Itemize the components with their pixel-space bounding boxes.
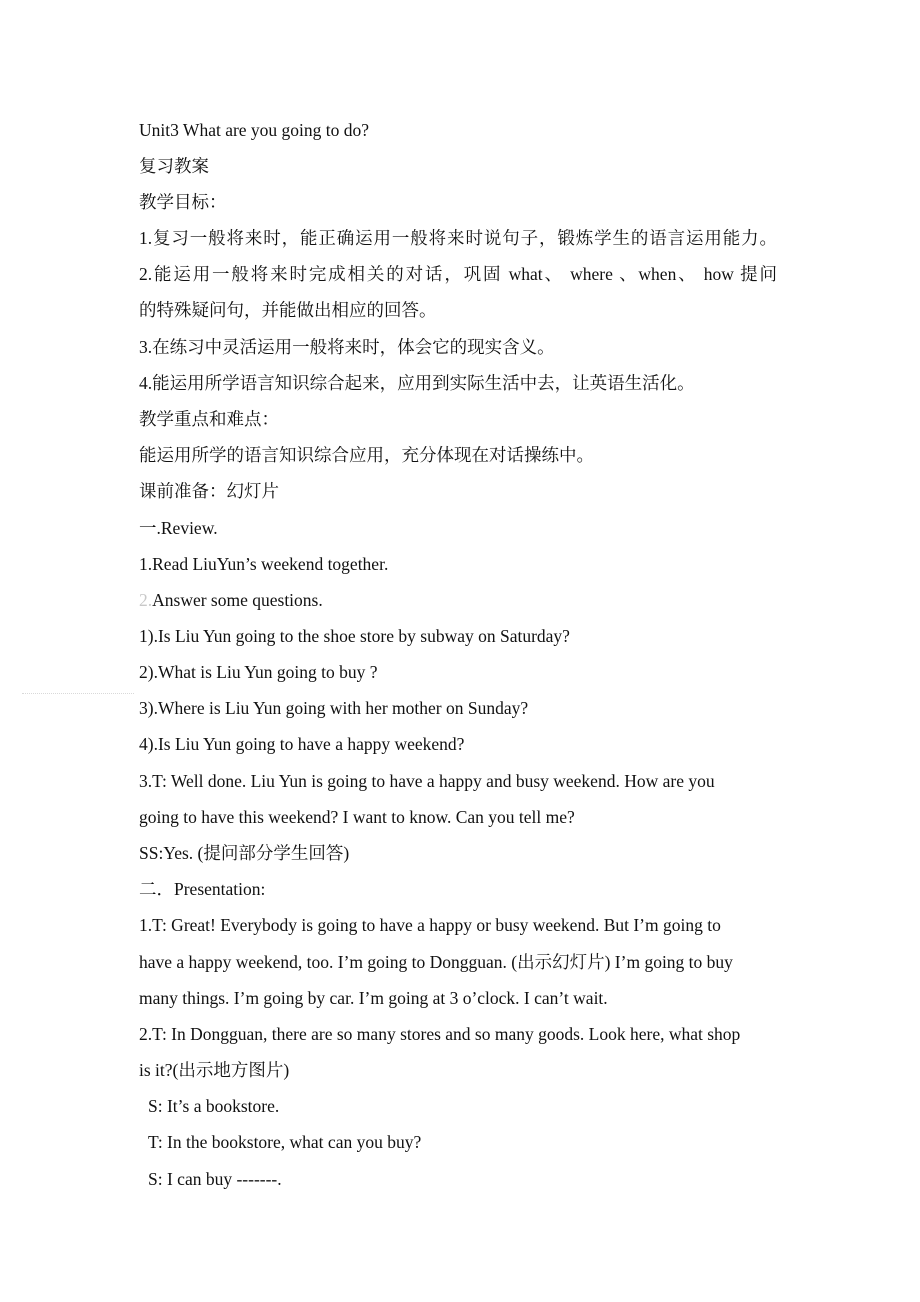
review-item-2 xyxy=(139,589,323,611)
objective-1: 1.复习一般将来时，能正确运用一般将来时说句子，锻炼学生的语言运用能力。 xyxy=(139,228,777,248)
review-item-2-number: 2. xyxy=(139,590,153,610)
presentation-2-line-1: 2.T: In Dongguan, there are so many stores and so many goods. Look here, what shop xyxy=(139,1024,741,1044)
dialogue-line-2: T: In the bookstore, what can you buy? xyxy=(148,1132,422,1152)
preparation-text: 课前准备：幻灯片 xyxy=(139,481,279,501)
margin-dotted-rule xyxy=(22,693,134,694)
dialogue-line-3: S: I can buy -------. xyxy=(148,1169,282,1189)
question-4: 4).Is Liu Yun going to have a happy weekend? xyxy=(139,734,465,754)
objective-3: 3.在练习中灵活运用一般将来时，体会它的现实含义。 xyxy=(139,337,555,357)
objective-2-line-2: 的特殊疑问句，并能做出相应的回答。 xyxy=(139,300,437,320)
question-1: 1).Is Liu Yun going to the shoe store by subway on Saturday? xyxy=(139,626,570,646)
review-item-1: 1.Read LiuYun’s weekend together. xyxy=(139,554,389,574)
document-subtitle: 复习教案 xyxy=(139,156,209,176)
objective-4: 4.能运用所学语言知识综合起来，应用到实际生活中去，让英语生活化。 xyxy=(139,373,695,393)
review-item-3-line-1: 3.T: Well done. Liu Yun is going to have a happy and busy weekend. How are you xyxy=(139,771,715,791)
section-presentation-heading: 二．Presentation: xyxy=(139,879,266,899)
presentation-1-line-1: 1.T: Great! Everybody is going to have a happy or busy weekend. But I’m going to xyxy=(139,915,721,935)
review-item-3-line-2: going to have this weekend? I want to know. Can you tell me? xyxy=(139,807,575,827)
question-3: 3).Where is Liu Yun going with her mother on Sunday? xyxy=(139,698,529,718)
presentation-1-line-3: many things. I’m going by car. I’m going at 3 o’clock. I can’t wait. xyxy=(139,988,608,1008)
presentation-2-line-2: is it?(出示地方图片) xyxy=(139,1060,290,1080)
objective-2-line-1: 2.能运用一般将来时完成相关的对话，巩固 what、 where 、when、 how 提问 xyxy=(139,264,777,284)
presentation-1-line-2: have a happy weekend, too. I’m going to Dongguan. (出示幻灯片) I’m going to buy xyxy=(139,952,733,972)
dialogue-line-1: S: It’s a bookstore. xyxy=(148,1096,280,1116)
key-points-text: 能运用所学的语言知识综合应用，充分体现在对话操练中。 xyxy=(139,445,594,465)
objectives-heading: 教学目标： xyxy=(139,192,227,212)
section-review-heading: 一.Review. xyxy=(139,518,218,538)
students-reply: SS:Yes. (提问部分学生回答) xyxy=(139,843,350,863)
question-2: 2).What is Liu Yun going to buy ? xyxy=(139,662,378,682)
key-points-heading: 教学重点和难点： xyxy=(139,409,279,429)
review-item-2-text: Answer some questions. xyxy=(152,590,323,610)
document-title: Unit3 What are you going to do? xyxy=(139,120,370,140)
